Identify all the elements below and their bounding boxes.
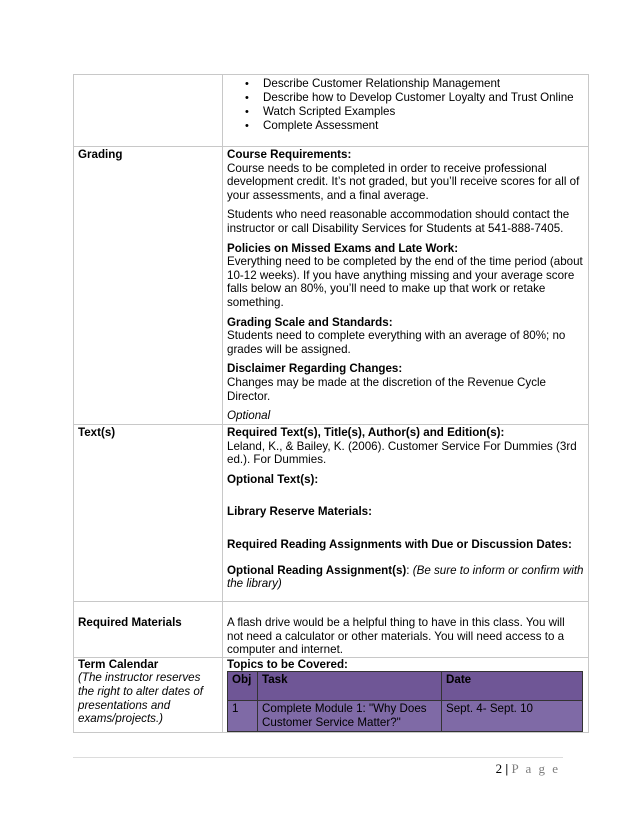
library-reserve-heading: Library Reserve Materials: bbox=[227, 505, 372, 519]
date-header: Date bbox=[442, 672, 583, 701]
disclaimer-text: Changes may be made at the discretion of the Revenue Cycle Director. bbox=[227, 375, 547, 403]
list-item: • Describe Customer Relationship Management bbox=[263, 77, 584, 91]
required-texts-heading: Required Text(s), Title(s), Author(s) and Edition(s): bbox=[227, 426, 505, 439]
accommodation-text: Students who need reasonable accommodation should contact the instructor or call Disability Services for Students at 541-888-7405. bbox=[227, 208, 570, 235]
obj-cell: 1 bbox=[228, 701, 258, 731]
texts-cell bbox=[223, 425, 589, 602]
objectives-cell bbox=[223, 75, 589, 147]
optional-reading-heading: Optional Reading Assignment(s) bbox=[227, 563, 407, 577]
optional-reading-line bbox=[227, 564, 584, 591]
texts-row bbox=[74, 425, 589, 602]
obj-header: Obj bbox=[228, 672, 258, 701]
grading-cell bbox=[223, 147, 589, 425]
materials-row bbox=[74, 602, 589, 658]
materials-label: Required Materials bbox=[74, 602, 223, 658]
topics-table bbox=[227, 671, 583, 731]
calendar-label: Term Calendar bbox=[78, 657, 159, 671]
course-requirements-heading: Course Requirements: bbox=[227, 148, 352, 161]
page-word: P a g e bbox=[511, 761, 560, 776]
optional-reading-colon: : bbox=[406, 563, 413, 577]
disclaimer-heading: Disclaimer Regarding Changes: bbox=[227, 362, 403, 376]
missed-exams-heading: Policies on Missed Exams and Late Work: bbox=[227, 241, 459, 255]
calendar-row bbox=[74, 657, 589, 732]
date-cell: Sept. 4- Sept. 10 bbox=[442, 701, 583, 731]
required-reading-heading: Required Reading Assignments with Due or Discussion Dates: bbox=[227, 537, 572, 551]
footer-divider bbox=[73, 757, 563, 758]
calendar-cell bbox=[223, 657, 589, 732]
grading-scale-heading: Grading Scale and Standards: bbox=[227, 315, 393, 329]
page-number bbox=[0, 762, 560, 776]
topics-heading: Topics to be Covered: bbox=[227, 657, 348, 671]
optional-reading-note: (Be sure to inform or confirm with the library) bbox=[227, 563, 584, 591]
objectives-list bbox=[227, 77, 584, 133]
required-texts-text: Leland, K., & Bailey, K. (2006). Customer Service For Dummies (3rd ed.). For Dummies. bbox=[227, 439, 577, 467]
missed-exams-text: Everything need to be completed by the end of the time period (about 10-12 weeks). If you have anything missing and your average score falls below an 80%, you’ll need to make up that work or retake something. bbox=[227, 255, 583, 309]
grading-scale-text: Students need to complete everything with an average of 80%; no grades will be assigned. bbox=[227, 329, 566, 356]
table-row bbox=[228, 701, 583, 731]
syllabus-table bbox=[73, 74, 589, 733]
optional-note: Optional bbox=[227, 409, 271, 423]
list-item: • Watch Scripted Examples bbox=[263, 105, 584, 119]
optional-texts-heading: Optional Text(s): bbox=[227, 472, 319, 486]
task-header: Task bbox=[258, 672, 442, 701]
calendar-label-cell bbox=[74, 657, 223, 732]
task-cell: Complete Module 1: "Why Does Customer Service Matter?" bbox=[258, 701, 442, 731]
list-item: • Complete Assessment bbox=[263, 119, 584, 133]
calendar-note: (The instructor reserves the right to alter dates of presentations and exams/projects.) bbox=[78, 671, 204, 726]
grading-label: Grading bbox=[74, 147, 223, 425]
texts-label: Text(s) bbox=[74, 425, 223, 602]
objectives-row bbox=[74, 75, 589, 147]
list-item: • Describe how to Develop Customer Loyalty and Trust Online bbox=[263, 91, 584, 105]
page-number-value: 2 bbox=[495, 761, 503, 776]
objectives-label-cell bbox=[74, 75, 223, 147]
course-requirements-text: Course needs to be completed in order to receive professional development credit. It’s not graded, but you’ll receive scores for all of your assessments, and a final average. bbox=[227, 161, 580, 202]
materials-text: A flash drive would be a helpful thing to have in this class. You will not need a calculator or other materials. You will need access to a computer and internet. bbox=[223, 602, 589, 658]
page-separator: | bbox=[502, 761, 512, 776]
grading-row bbox=[74, 147, 589, 425]
topics-header-row bbox=[228, 672, 583, 701]
